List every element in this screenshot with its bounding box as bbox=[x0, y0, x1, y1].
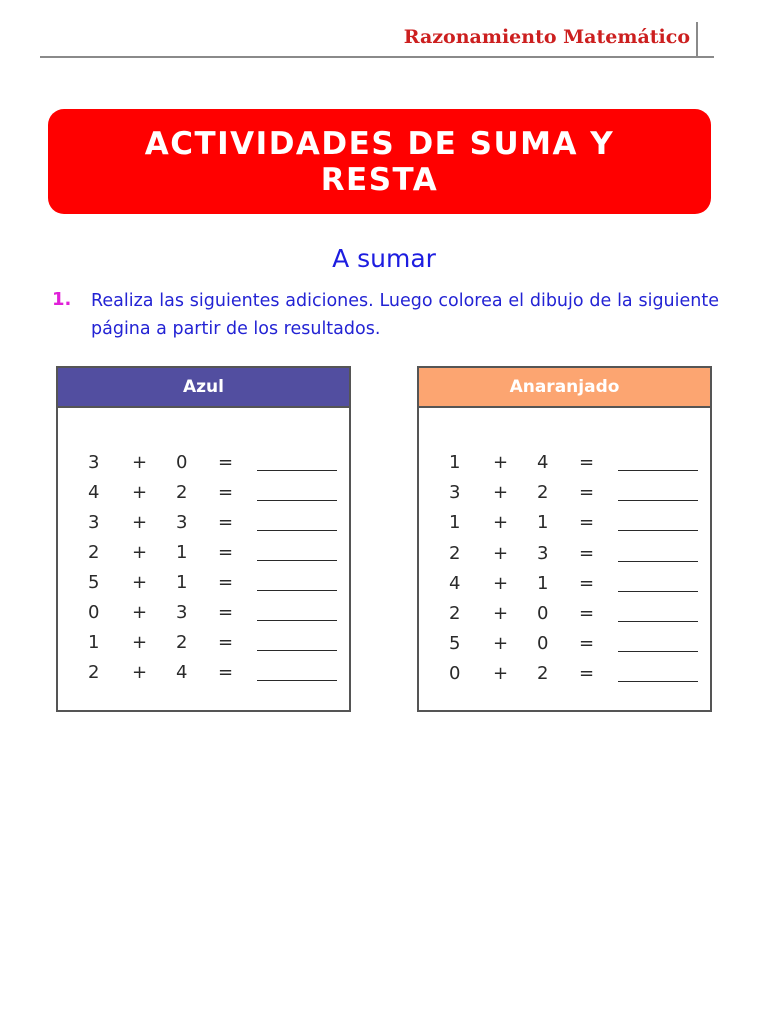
plus-sign: + bbox=[493, 482, 509, 504]
plus-sign: + bbox=[493, 542, 509, 564]
equals-sign: = bbox=[579, 542, 595, 564]
answer-blank[interactable] bbox=[618, 663, 698, 682]
answer-blank[interactable] bbox=[257, 602, 337, 621]
addend-a: 1 bbox=[449, 452, 461, 473]
addition-row bbox=[419, 512, 710, 542]
plus-sign: + bbox=[493, 572, 509, 594]
addend-b: 0 bbox=[176, 452, 188, 473]
header-title: Razonamiento Matemático bbox=[403, 26, 690, 48]
addition-row bbox=[58, 542, 349, 572]
plus-sign: + bbox=[493, 603, 509, 624]
sum-box-azul bbox=[56, 366, 351, 712]
plus-sign: + bbox=[132, 602, 148, 623]
answer-blank[interactable] bbox=[618, 603, 698, 622]
addend-a: 2 bbox=[449, 542, 461, 564]
addend-b: 3 bbox=[176, 512, 188, 533]
addition-row bbox=[58, 482, 349, 512]
addend-b: 2 bbox=[537, 663, 549, 685]
equals-sign: = bbox=[218, 602, 234, 623]
box-header-anaranjado: Anaranjado bbox=[419, 368, 710, 408]
equals-sign: = bbox=[218, 632, 234, 653]
addition-row bbox=[419, 452, 710, 482]
equals-sign: = bbox=[579, 482, 595, 504]
plus-sign: + bbox=[132, 452, 148, 473]
equals-sign: = bbox=[218, 482, 234, 503]
addend-a: 3 bbox=[88, 512, 100, 533]
addition-row bbox=[58, 602, 349, 632]
exercise-number: 1. bbox=[52, 289, 72, 310]
addend-b: 1 bbox=[176, 572, 188, 593]
addend-a: 5 bbox=[88, 572, 100, 593]
addend-b: 4 bbox=[176, 662, 188, 683]
plus-sign: + bbox=[132, 632, 148, 653]
answer-blank[interactable] bbox=[618, 543, 698, 562]
equals-sign: = bbox=[218, 452, 234, 473]
addend-a: 0 bbox=[88, 602, 100, 623]
answer-blank[interactable] bbox=[257, 452, 337, 471]
addition-row bbox=[58, 662, 349, 692]
header-divider-tick bbox=[696, 22, 698, 56]
addition-row bbox=[419, 633, 710, 663]
header-rule bbox=[40, 56, 714, 58]
addend-a: 2 bbox=[88, 662, 100, 683]
plus-sign: + bbox=[132, 512, 148, 533]
addend-a: 1 bbox=[449, 512, 461, 534]
addend-b: 0 bbox=[537, 603, 549, 624]
addition-row bbox=[58, 632, 349, 662]
equals-sign: = bbox=[579, 663, 595, 685]
answer-blank[interactable] bbox=[618, 633, 698, 652]
banner-title: ACTIVIDADES DE SUMA Y RESTA bbox=[144, 125, 615, 198]
addition-row bbox=[58, 572, 349, 602]
equals-sign: = bbox=[218, 572, 234, 593]
addend-a: 5 bbox=[449, 633, 461, 655]
equals-sign: = bbox=[579, 452, 595, 473]
box-header-azul: Azul bbox=[58, 368, 349, 408]
addend-a: 3 bbox=[449, 482, 461, 504]
addend-b: 2 bbox=[176, 632, 188, 653]
plus-sign: + bbox=[493, 633, 509, 655]
addend-b: 4 bbox=[537, 452, 549, 473]
addend-b: 2 bbox=[176, 482, 188, 503]
answer-blank[interactable] bbox=[257, 632, 337, 651]
equals-sign: = bbox=[218, 542, 234, 563]
answer-blank[interactable] bbox=[618, 573, 698, 592]
equals-sign: = bbox=[218, 512, 234, 533]
addition-row bbox=[419, 482, 710, 512]
plus-sign: + bbox=[493, 663, 509, 685]
addend-b: 3 bbox=[537, 542, 549, 564]
addend-b: 1 bbox=[537, 512, 549, 534]
equals-sign: = bbox=[579, 603, 595, 624]
addend-b: 3 bbox=[176, 602, 188, 623]
addition-row bbox=[419, 573, 710, 603]
equals-sign: = bbox=[579, 572, 595, 594]
answer-blank[interactable] bbox=[618, 512, 698, 531]
addend-b: 1 bbox=[537, 572, 549, 594]
addend-a: 4 bbox=[449, 572, 461, 594]
answer-blank[interactable] bbox=[257, 512, 337, 531]
plus-sign: + bbox=[132, 572, 148, 593]
addend-a: 3 bbox=[88, 452, 100, 473]
answer-blank[interactable] bbox=[257, 482, 337, 501]
answer-blank[interactable] bbox=[257, 542, 337, 561]
plus-sign: + bbox=[132, 662, 148, 683]
equals-sign: = bbox=[579, 512, 595, 534]
plus-sign: + bbox=[132, 482, 148, 503]
addend-a: 2 bbox=[88, 542, 100, 563]
plus-sign: + bbox=[493, 512, 509, 534]
addition-row bbox=[58, 512, 349, 542]
plus-sign: + bbox=[493, 452, 509, 473]
answer-blank[interactable] bbox=[257, 662, 337, 681]
plus-sign: + bbox=[132, 542, 148, 563]
answer-blank[interactable] bbox=[618, 482, 698, 501]
addend-a: 4 bbox=[88, 482, 100, 503]
addend-a: 2 bbox=[449, 603, 461, 624]
equals-sign: = bbox=[218, 662, 234, 683]
answer-blank[interactable] bbox=[618, 452, 698, 471]
section-subtitle: A sumar bbox=[332, 244, 436, 273]
sum-box-anaranjado bbox=[417, 366, 712, 712]
addition-row bbox=[419, 543, 710, 573]
addend-a: 0 bbox=[449, 663, 461, 685]
addend-b: 1 bbox=[176, 542, 188, 563]
addition-row bbox=[58, 452, 349, 482]
addend-b: 2 bbox=[537, 482, 549, 504]
addend-a: 1 bbox=[88, 632, 100, 653]
equals-sign: = bbox=[579, 633, 595, 655]
answer-blank[interactable] bbox=[257, 572, 337, 591]
addition-row bbox=[419, 603, 710, 633]
addend-b: 0 bbox=[537, 633, 549, 655]
exercise-instruction: Realiza las siguientes adiciones. Luego colorea el dibujo de la siguiente página a partir de los resultados. bbox=[91, 291, 719, 339]
addition-row bbox=[419, 663, 710, 693]
title-banner bbox=[48, 109, 711, 214]
